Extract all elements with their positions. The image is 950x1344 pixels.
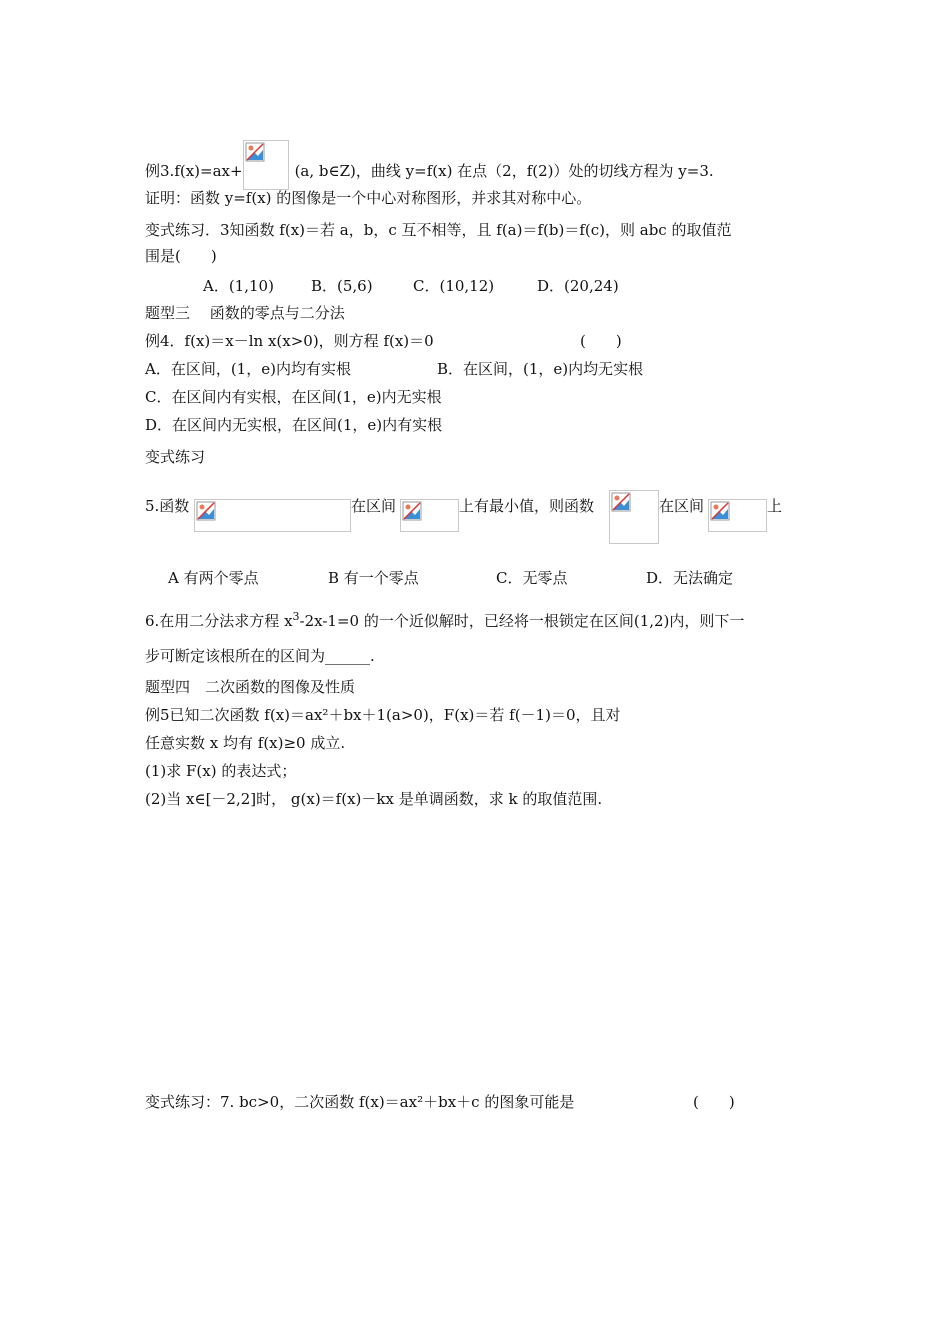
question-5-text-e: 上 — [767, 497, 783, 515]
example-5-line3: (1)求 F(x) 的表达式； — [145, 762, 297, 780]
variation-7-stem: 变式练习：7. bc>0，二次函数 f(x)＝ax²＋bx＋c 的图象可能是 — [145, 1093, 575, 1111]
question-5-text-d: 在区间 — [659, 497, 705, 515]
example-4-option-d: D．在区间内无实根，在区间(1，e)内有实根 — [145, 416, 443, 434]
example-4-paren: ( ) — [580, 332, 622, 350]
broken-image-icon — [243, 140, 289, 190]
example-4-option-a: A．在区间，(1，e)内均有实根 — [145, 360, 351, 378]
question-5-option-a: A 有两个零点 — [168, 569, 259, 587]
question-6-line1 — [145, 607, 744, 631]
broken-image-icon — [609, 490, 659, 544]
question-5-label: 5.函数 — [145, 497, 190, 515]
broken-image-icon — [194, 499, 351, 532]
variation-3-option-a: A．(1,10) — [203, 277, 274, 295]
variation-3-option-c: C．(10,12) — [413, 277, 495, 295]
question-5-option-d: D．无法确定 — [646, 569, 734, 587]
proof-text: 证明：函数 y=f(x) 的图像是一个中心对称图形，并求其对称中心。 — [145, 189, 592, 207]
variation-7-paren: ( ) — [693, 1093, 735, 1111]
example-3 — [145, 140, 714, 190]
question-6-line2: 步可断定该根所在的区间为______. — [145, 647, 375, 665]
question-6-sup: 3 — [292, 610, 300, 623]
variation-label: 变式练习 — [145, 448, 206, 466]
broken-image-icon — [400, 499, 459, 532]
example-3-label: 例3. — [145, 162, 175, 180]
variation-3-line2: 围是( ) — [145, 247, 217, 265]
question-5-text-c: 上有最小值，则函数 — [459, 497, 595, 515]
example-5-line4: (2)当 x∈[－2,2]时， g(x)＝f(x)－kx 是单调函数，求 k 的取值范围. — [145, 790, 603, 808]
question-5-option-b: B 有一个零点 — [328, 569, 419, 587]
example-5-line2: 任意实数 x 均有 f(x)≥0 成立. — [145, 734, 346, 752]
example-5-line1: 例5已知二次函数 f(x)＝ax²＋bx＋1(a>0)，F(x)＝若 f(－1)＝0，且对 — [145, 706, 621, 724]
question-5-option-c: C．无零点 — [496, 569, 568, 587]
variation-3-option-d: D．(20,24) — [537, 277, 619, 295]
section-title-type3: 题型三 函数的零点与二分法 — [145, 304, 345, 322]
example-4-option-b: B．在区间，(1，e)内均无实根 — [437, 360, 644, 378]
example-3-cond: (a, b∈Z)，曲线 y=f(x) 在点（2，f(2)）处的切线方程为 y=3. — [294, 162, 714, 180]
example-4-stem: 例4．f(x)＝x－ln x(x>0)，则方程 f(x)＝0 — [145, 332, 434, 350]
section-title-type4: 题型四 二次函数的图像及性质 — [145, 678, 356, 696]
variation-3-line1: 变式练习．3知函数 f(x)＝若 a，b，c 互不相等，且 f(a)＝f(b)＝f(c)，则 abc 的取值范 — [145, 221, 732, 239]
example-4-option-c: C．在区间内有实根，在区间(1，e)内无实根 — [145, 388, 442, 406]
example-3-func: f(x)=ax+ — [174, 162, 243, 180]
broken-image-icon — [708, 499, 767, 532]
variation-3-option-b: B．(5,6) — [311, 277, 373, 295]
question-6-post: -2x-1=0 的一个近似解时，已经将一根锁定在区间(1,2)内，则下一 — [299, 612, 745, 630]
question-6-pre: 6.在用二分法求方程 x — [145, 612, 293, 630]
question-5-text-b: 在区间 — [351, 497, 397, 515]
